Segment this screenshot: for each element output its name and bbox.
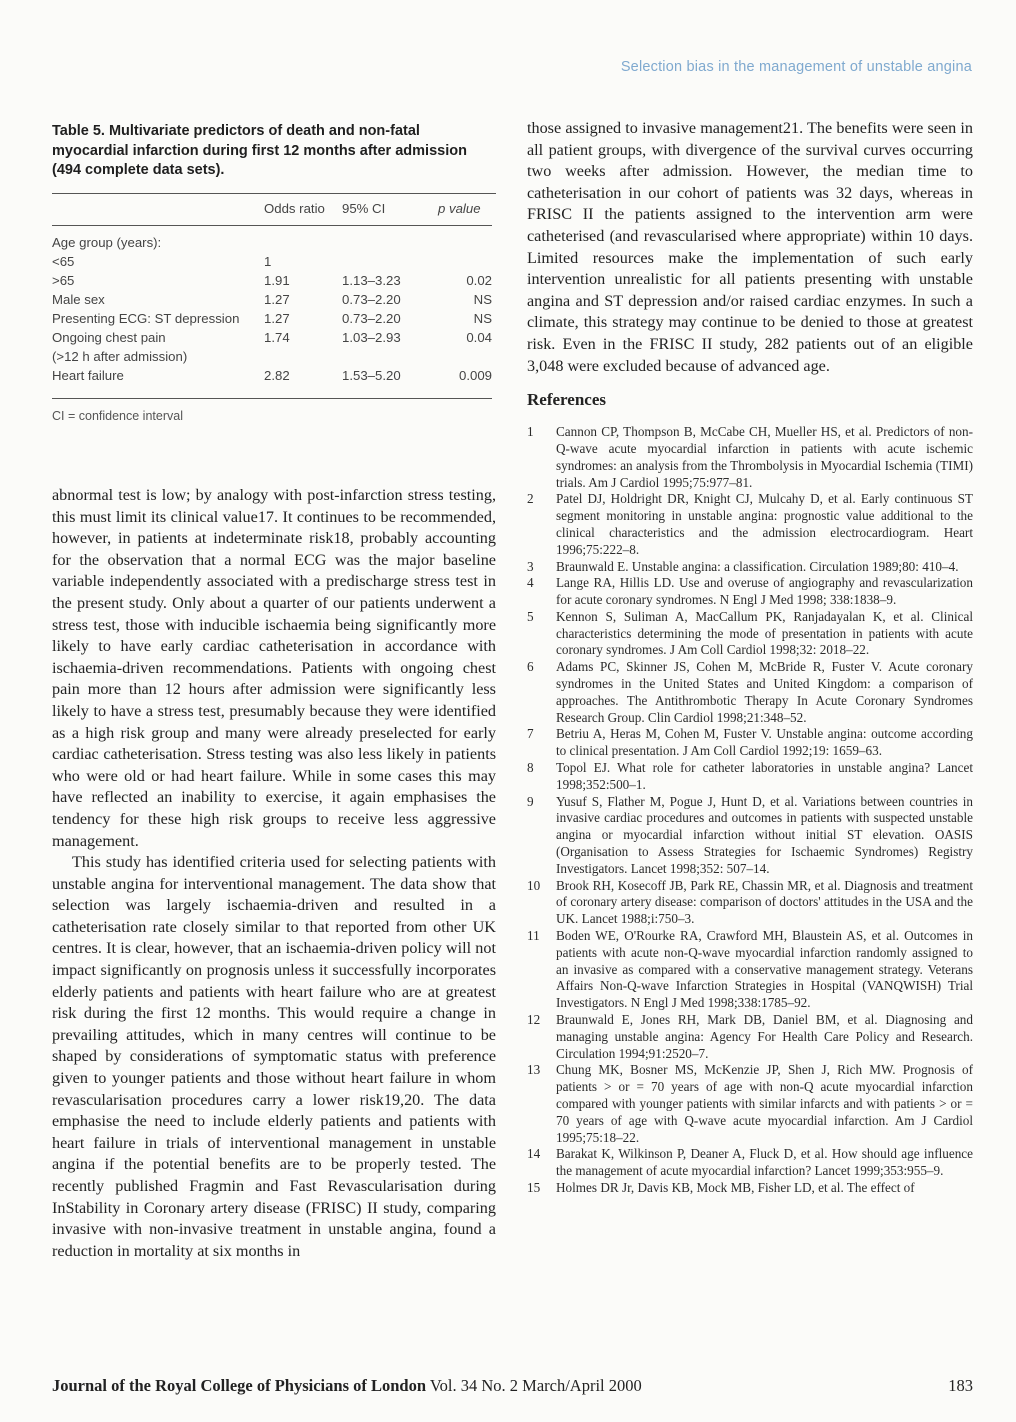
table-row bbox=[52, 309, 492, 328]
references-heading: References bbox=[527, 390, 606, 410]
reference-text: Patel DJ, Holdright DR, Knight CJ, Mulcahy D, et al. Early continuous ST segment monitoring in unstable angina: prognostic value additional to the clinical characteristics and the admission electrocardiogram. Heart 1996;75:222–8. bbox=[556, 491, 973, 557]
table-cell bbox=[438, 347, 492, 366]
table-cell: (>12 h after admission) bbox=[52, 348, 188, 364]
table-cell: 1.13–3.23 bbox=[342, 272, 401, 288]
reference-text: Chung MK, Bosner MS, McKenzie JP, Shen J, Rich MW. Prognosis of patients > or = 70 years of age with non-Q acute myocardial infarction compared with younger patients with similar infarcts and with patients > or = 70 years of age with Q-wave acute myocardial infarction. Am J Cardiol 1995;75:18–22. bbox=[556, 1062, 973, 1145]
reference-text: Adams PC, Skinner JS, Cohen M, McBride R, Fuster V. Acute coronary syndromes in the United States and United Kingdom: a comparison of approaches. The Antithrombotic Therapy In Acute Coronary Syndromes Research Group. Clin Cardiol 1998;21:348–52. bbox=[556, 659, 973, 725]
table-footnote: CI = confidence interval bbox=[52, 398, 492, 423]
reference-item bbox=[527, 726, 973, 760]
reference-text: Betriu A, Heras M, Cohen M, Fuster V. Unstable angina: outcome according to clinical presentation. J Am Coll Cardiol 1992;19: 1659–63. bbox=[556, 726, 973, 759]
reference-item bbox=[527, 1146, 973, 1180]
table-cell bbox=[342, 347, 438, 366]
table-header-row bbox=[52, 194, 492, 226]
reference-item bbox=[527, 659, 973, 726]
table-cell bbox=[342, 252, 438, 271]
reference-number: 13 bbox=[527, 1062, 541, 1078]
reference-number: 4 bbox=[527, 575, 534, 591]
table-cell: 2.82 bbox=[264, 367, 290, 383]
reference-number: 5 bbox=[527, 608, 534, 624]
table-header-p-value: p value bbox=[438, 194, 492, 226]
table-header-ci: 95% CI bbox=[342, 194, 438, 226]
table-cell: 0.02 bbox=[466, 272, 492, 288]
reference-text: Lange RA, Hillis LD. Use and overuse of angiography and revascularization for acute coronary syndromes. N Engl J Med 1998; 338:1838–9. bbox=[556, 575, 973, 608]
table-cell: 1.27 bbox=[264, 291, 290, 307]
reference-number: 15 bbox=[527, 1179, 541, 1195]
reference-item bbox=[527, 1180, 973, 1197]
table-row bbox=[52, 328, 492, 347]
table-caption-text: Multivariate predictors of death and non-fatal myocardial infarction during first 12 months after admission (494 complete data sets). bbox=[52, 123, 467, 178]
reference-text: Kennon S, Suliman A, MacCallum PK, Ranjadayalan K, et al. Clinical characteristics determining the mode of presentation in patients with acute coronary syndromes. J Am Coll Cardiol 1998;32: 2018–22. bbox=[556, 608, 973, 658]
journal-name: Journal of the Royal College of Physicians of London bbox=[52, 1376, 427, 1395]
reference-item bbox=[527, 760, 973, 794]
table-cell: >65 bbox=[52, 272, 75, 288]
reference-number: 10 bbox=[527, 877, 541, 893]
reference-item bbox=[527, 609, 973, 659]
table-cell: Heart failure bbox=[52, 367, 124, 383]
table-cell: 0.009 bbox=[458, 367, 492, 383]
reference-number: 9 bbox=[527, 793, 534, 809]
reference-text: Yusuf S, Flather M, Pogue J, Hunt D, et al. Variations between countries in invasive cardiac procedures and outcomes in patients with suspected unstable angina or myocardial infarction without initial ST elevation. OASIS (Organisation to Assess Strategies for Ischaemic Syndromes) Registry Investigators. Lancet 1998;352: 507–14. bbox=[556, 793, 973, 876]
table-cell: 1.27 bbox=[264, 310, 290, 326]
journal-issue: Vol. 34 No. 2 March/April 2000 bbox=[426, 1376, 642, 1395]
reference-number: 2 bbox=[527, 491, 534, 507]
reference-number: 3 bbox=[527, 558, 534, 574]
page-footer bbox=[52, 1376, 973, 1396]
table-header-odds-ratio: Odds ratio bbox=[264, 194, 342, 226]
reference-text: Boden WE, O'Rourke RA, Crawford MH, Blaustein AS, et al. Outcomes in patients with acute non-Q-wave myocardial infarction randomly assigned to an invasive as compared with a conservative management strategy. Veterans Affairs Non-Q-wave Infarction Strategies in Hospital (VANQWISH) Trial Investigators. N Engl J Med 1998;338:1785–92. bbox=[556, 928, 973, 1011]
body-paragraph: those assigned to invasive management21. The benefits were seen in all patient groups, with divergence of the survival curves occurring two weeks after admission. However, the median time to catheterisation in our cohort of patients was 32 days, whereas in FRISC II the patients assigned to the intervention arm were catheterised (and revascularised where appropriate) within 10 days. Limited resources make the implementation of such early intervention unrealistic for all patients presenting with unstable angina and ST depression and/or raised cardiac enzymes. In such a climate, this strategy may continue to be denied to those at greatest risk. Even in the FRISC II study, 282 patients out of an eligible 3,048 were excluded because of advanced age. bbox=[527, 119, 973, 375]
table-row bbox=[52, 290, 492, 309]
table-cell: Presenting ECG: ST depression bbox=[52, 310, 240, 326]
table-cell: NS bbox=[473, 310, 492, 326]
table-row bbox=[52, 271, 492, 290]
table-cell bbox=[438, 252, 492, 271]
table-cell: 1.91 bbox=[264, 272, 290, 288]
reference-text: Cannon CP, Thompson B, McCabe CH, Mueller HS, et al. Predictors of non-Q-wave acute myocardial infarction in patients with acute ischemic syndromes: an analysis from the Thrombolysis in Myocardial Ischemia (TIMI) trials. Am J Cardiol 1995;75:977–81. bbox=[556, 424, 973, 490]
reference-text: Holmes DR Jr, Davis KB, Mock MB, Fisher LD, et al. The effect of bbox=[556, 1179, 915, 1195]
reference-item bbox=[527, 794, 973, 878]
table-wrap bbox=[52, 193, 496, 423]
table-cell bbox=[264, 225, 342, 252]
reference-number: 12 bbox=[527, 1012, 541, 1028]
table-cell: Age group (years): bbox=[52, 234, 162, 250]
body-paragraph: abnormal test is low; by analogy with post-infarction stress testing, this must limit its clinical value17. It continues to be recommended, however, in patients at indeterminate risk18, probably accounting for the observation that a normal ECG was the major baseline variable independently associated with a predischarge stress test in the present study. Only about a quarter of our patients underwent a stress test, those with inducible ischaemia being significantly more likely to have early cardiac catheterisation in accordance with ischaemia-driven recommendations. Patients with ongoing chest pain more than 12 hours after admission were significantly less likely to have a stress test, presumably because they were identified as a high risk group and many were already preselected for early cardiac catheterisation. Stress testing was also less likely in patients who were old or had heart failure. While in some cases this may have reflected an inability to exercise, it again emphasises the tendency for these high risk groups to receive less aggressive management. bbox=[52, 486, 496, 850]
table-row bbox=[52, 225, 492, 252]
reference-number: 6 bbox=[527, 659, 534, 675]
body-paragraph: This study has identified criteria used for selecting patients with unstable angina for interventional management. The data show that selection was largely ischaemia-driven and resulted in a catheterisation rate closely similar to that reported from other UK centres. It is clear, however, that an ischaemia-driven policy will not impact significantly on prognosis unless it successfully incorporates elderly patients and patients with heart failure who are at greatest risk during the first 12 months. This would require a change in prevailing attitudes, which in many centres will continue to be shaped by considerations of symptomatic status with preference given to younger patients and those without heart failure in whom revascularisation procedures carry a lower risk19,20. The data emphasise the need to include elderly patients and patients with heart failure in trials of interventional management in unstable angina if the potential benefits are to be properly tested. The recently published Fragmin and Fast Revascularisation during InStability in Coronary artery disease (FRISC) II study, comparing invasive with non-invasive treatment in unstable angina, found a reduction in mortality at six months in bbox=[52, 853, 496, 1260]
references-list bbox=[527, 424, 973, 1197]
reference-item bbox=[527, 878, 973, 928]
reference-number: 8 bbox=[527, 760, 534, 776]
reference-item bbox=[527, 491, 973, 558]
right-column bbox=[527, 118, 973, 1197]
reference-number: 1 bbox=[527, 424, 534, 440]
table-row bbox=[52, 252, 492, 271]
table-block bbox=[52, 122, 496, 423]
table-cell: Male sex bbox=[52, 291, 105, 307]
reference-item bbox=[527, 928, 973, 1012]
reference-number: 11 bbox=[527, 928, 540, 944]
reference-item bbox=[527, 1062, 973, 1146]
reference-text: Barakat K, Wilkinson P, Deaner A, Fluck D, et al. How should age influence the management of acute myocardial infarction? Lancet 1999;353:955–9. bbox=[556, 1146, 973, 1179]
table-cell: NS bbox=[473, 291, 492, 307]
table-header-cell bbox=[52, 194, 264, 226]
table-cell: 1.74 bbox=[264, 329, 290, 345]
table-cell bbox=[342, 225, 438, 252]
table-caption bbox=[52, 122, 496, 181]
reference-item bbox=[527, 575, 973, 609]
left-column-text bbox=[52, 485, 496, 1262]
reference-text: Brook RH, Kosecoff JB, Park RE, Chassin MR, et al. Diagnosis and treatment of coronary artery disease: comparison of doctors' attitudes in the USA and the UK. Lancet 1988;i:750–3. bbox=[556, 877, 973, 927]
reference-item bbox=[527, 1012, 973, 1062]
table-cell: 1 bbox=[264, 253, 272, 269]
multivariate-table bbox=[52, 194, 492, 398]
table-cell: 0.73–2.20 bbox=[342, 291, 401, 307]
reference-item bbox=[527, 424, 973, 491]
table-label: Table 5. bbox=[52, 123, 105, 139]
reference-item bbox=[527, 559, 973, 576]
table-cell bbox=[438, 225, 492, 252]
table-row bbox=[52, 366, 492, 398]
table-cell: 1.03–2.93 bbox=[342, 329, 401, 345]
table-cell: 0.73–2.20 bbox=[342, 310, 401, 326]
page-number: 183 bbox=[948, 1376, 973, 1395]
table-cell: <65 bbox=[52, 253, 75, 269]
running-head: Selection bias in the management of unstable angina bbox=[620, 59, 972, 75]
table-row bbox=[52, 347, 492, 366]
reference-text: Braunwald E, Jones RH, Mark DB, Daniel BM, et al. Diagnosing and managing unstable angina: Agency For Health Care Policy and Research. Circulation 1994;91:2520–7. bbox=[556, 1012, 973, 1061]
reference-number: 7 bbox=[527, 726, 534, 742]
table-cell: 0.04 bbox=[466, 329, 492, 345]
reference-number: 14 bbox=[527, 1146, 541, 1162]
table-cell bbox=[264, 347, 342, 366]
table-cell: Ongoing chest pain bbox=[52, 329, 166, 345]
table-cell: 1.53–5.20 bbox=[342, 367, 401, 383]
reference-text: Braunwald E. Unstable angina: a classification. Circulation 1989;80: 410–4. bbox=[556, 558, 959, 574]
reference-text: Topol EJ. What role for catheter laboratories in unstable angina? Lancet 1998;352:500–1. bbox=[556, 760, 973, 792]
